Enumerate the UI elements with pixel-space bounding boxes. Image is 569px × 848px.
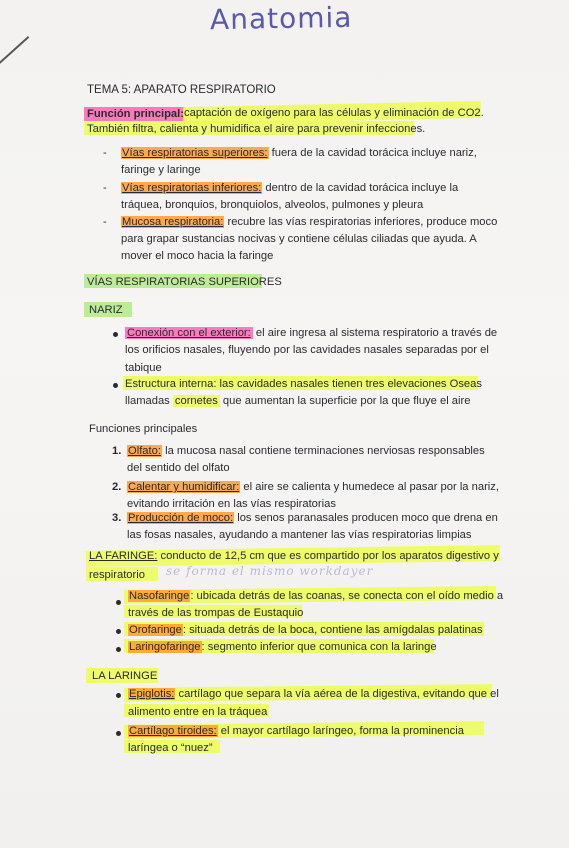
list-item-line: tráquea, bronquios, bronquiolos, alveolos, pulmones y pleura (121, 199, 424, 211)
list-item-line: tabique (125, 362, 162, 374)
term: Conexión con el exterior: (127, 327, 251, 339)
term: Cartílago tiroides: (129, 725, 217, 737)
faringe-intro: LA FARINGE: conducto de 12,5 cm que es compartido por los aparatos digestivo y (89, 550, 499, 562)
term: Laringofaringe (129, 641, 201, 653)
bullet (113, 383, 118, 388)
term: Vías respiratorias superiores: (122, 147, 268, 159)
pencil-stroke (0, 36, 29, 66)
term: Nasofaringe (129, 590, 190, 602)
list-item-line: para grapar sustancias nocivas y contiene células ciliadas que ayuda. A (121, 233, 477, 245)
list-item: Laringofaringe: segmento inferior que comunica con la laringe (129, 641, 437, 653)
list-item: Conexión con el exterior: el aire ingresa al sistema respiratorio a través de (127, 327, 498, 339)
bullet (116, 600, 121, 605)
list-item-line: llamadas cornetes que aumentan la superficie por la que fluye el aire (125, 395, 471, 407)
intro-line2: También filtra, calienta y humidifica el aire para prevenir infecciones. (87, 123, 426, 135)
functions-title: Funciones principales (89, 423, 198, 435)
list-item: Calentar y humidificar: el aire se calienta y humedece al pasar por la nariz, (128, 481, 499, 493)
section-title: VÍAS RESPIRATORIAS SUPERIORES (87, 276, 282, 288)
faringe-line2: respiratorio (89, 569, 145, 581)
list-item: Epiglotis: cartílago que separa la vía aérea de la digestiva, evitando que el (129, 688, 499, 700)
term: LA FARINGE: (89, 550, 158, 562)
handwritten-note: se forma el mismo workdayer (166, 564, 374, 578)
term: Orofaringe (129, 624, 182, 636)
list-item-line: través de las trompas de Eustaquio (128, 607, 304, 619)
dash-bullet: - (103, 182, 107, 194)
dash-bullet: - (103, 216, 107, 228)
list-item-line: alimento entre en la tráquea (128, 706, 268, 718)
list-item: Vías respiratorias superiores: fuera de la cavidad torácica incluye nariz, (122, 147, 477, 159)
list-item-line: del sentido del olfato (127, 462, 230, 474)
laringe-title: LA LARINGE (92, 670, 158, 682)
list-item-line: faringe y laringe (121, 164, 201, 176)
term: Mucosa respiratoria: (122, 216, 224, 228)
list-item-line: laríngea o “nuez” (128, 742, 213, 754)
list-item: Nasofaringe: ubicada detrás de las coanas, se conecta con el oído medio a (129, 590, 504, 602)
list-item: Estructura interna: las cavidades nasales tienen tres elevaciones Oseas (125, 378, 482, 390)
number: 1. (112, 445, 122, 457)
bullet (116, 693, 121, 698)
list-item: Vías respiratorias inferiores: dentro de la cavidad torácica incluye la (122, 182, 459, 194)
list-item: Mucosa respiratoria: recubre las vías respiratorias inferiores, produce moco (122, 216, 498, 228)
list-item: Cartílago tiroides: el mayor cartílago laríngeo, forma la prominencia (129, 725, 464, 737)
list-item: Producción de moco: los senos paranasales producen moco que drena en (128, 512, 498, 524)
term: Producción de moco: (128, 512, 234, 524)
list-item: Orofaringe: situada detrás de la boca, contiene las amígdalas palatinas (129, 624, 483, 636)
dash-bullet: - (103, 147, 107, 159)
topic-title: TEMA 5: APARATO RESPIRATORIO (87, 84, 276, 96)
list-item-line: evitando irritación en las vías respiratorias (127, 498, 336, 510)
term: Olfato: (128, 445, 161, 457)
bullet (116, 629, 121, 634)
term: Estructura interna (125, 378, 214, 390)
number: 3. (112, 512, 122, 524)
list-item-line: las fosas nasales, ayudando a mantener las vías respiratorias limpias (127, 529, 472, 541)
term: Calentar y humidificar: (128, 481, 240, 493)
intro-text: captación de oxígeno para las células y eliminación de CO2. (184, 107, 484, 119)
nariz-title: NARIZ (89, 304, 123, 316)
list-item: Olfato: la mucosa nasal contiene terminaciones nerviosas responsables (128, 445, 485, 457)
term: Vías respiratorias inferiores: (122, 182, 262, 194)
number: 2. (112, 481, 122, 493)
bullet (116, 731, 121, 736)
list-item-line: mover el moco hacia la faringe (121, 250, 274, 262)
handwritten-title: Anatomia (209, 0, 353, 37)
term: Epiglotis: (129, 688, 175, 700)
intro-label: Función principal: (87, 108, 184, 120)
list-item-line: los orificios nasales, fluyendo por las cavidades nasales separadas por el (125, 344, 489, 356)
bullet (116, 647, 121, 652)
bullet (113, 332, 118, 337)
